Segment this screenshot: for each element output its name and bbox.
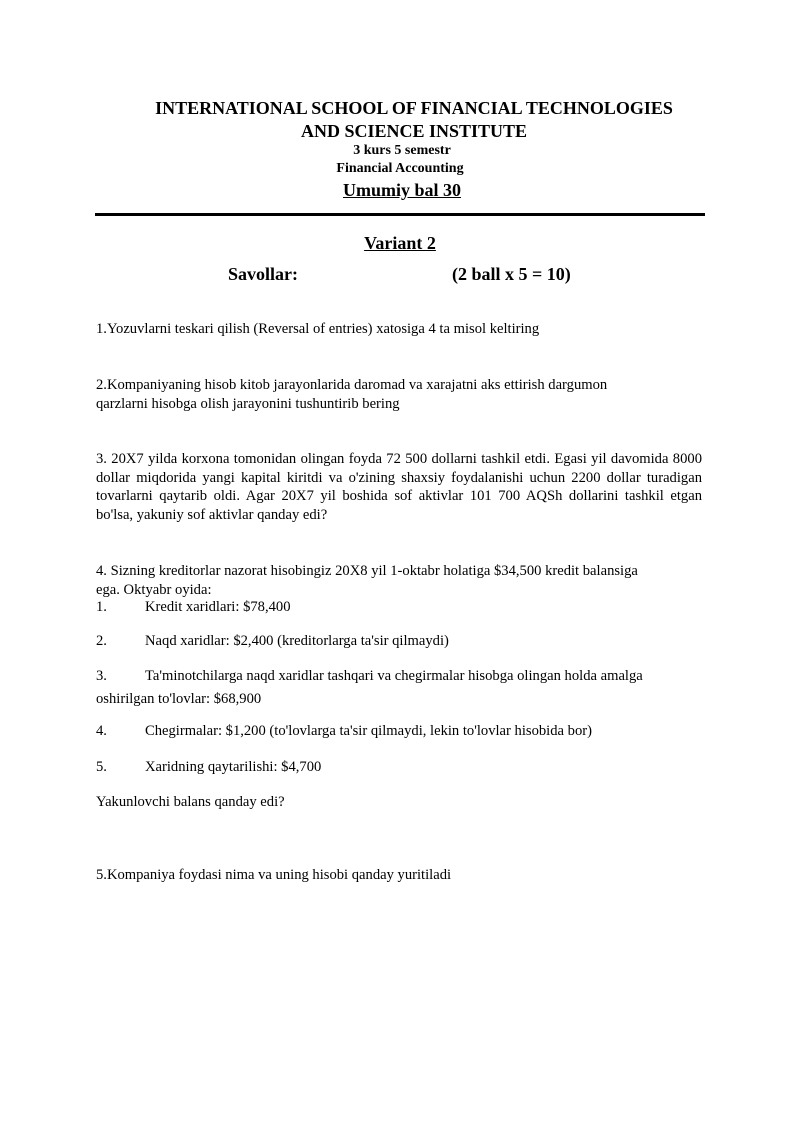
list-item-text: Kredit xaridlari: $78,400	[145, 599, 291, 615]
question-4-closing: Yakunlovchi balans qanday edi?	[96, 794, 285, 810]
questions-label: Savollar:	[228, 264, 298, 284]
list-item-text: Xaridning qaytarilishi: $4,700	[145, 759, 322, 775]
variant-title: Variant 2	[364, 233, 436, 253]
question-4-line2: ega. Oktyabr oyida:	[96, 582, 212, 598]
course-info: 3 kurs 5 semestr	[353, 143, 451, 158]
question-4-line1: 4. Sizning kreditorlar nazorat hisobingiz 20X8 yil 1-oktabr holatiga $34,500 kredit balansiga	[96, 563, 638, 579]
question-1: 1.Yozuvlarni teskari qilish (Reversal of entries) xatosiga 4 ta misol keltiring	[96, 321, 540, 337]
question-2-line2: qarzlarni hisobga olish jarayonini tushuntirib bering	[96, 396, 400, 412]
scoring-rule: (2 ball x 5 = 10)	[452, 264, 571, 284]
total-score: Umumiy bal 30	[342, 180, 461, 200]
list-item-continuation: oshirilgan to'lovlar: $68,900	[96, 691, 262, 707]
list-item-number: 5.	[96, 759, 107, 775]
header-divider	[95, 213, 705, 216]
school-name-line1: INTERNATIONAL SCHOOL OF FINANCIAL TECHNOLOGIES	[155, 98, 673, 118]
list-item-text: Ta'minotchilarga naqd xaridlar tashqari va chegirmalar hisobga olingan holda amalga	[145, 668, 643, 684]
question-2-line1: 2.Kompaniyaning hisob kitob jarayonlarida daromad va xarajatni aks ettirish dargumon	[96, 377, 608, 393]
question-3: 3. 20X7 yilda korxona tomonidan olingan foyda 72 500 dollarni tashkil etdi. Egasi yil davomida 8000 dollar miqdorida yangi kapital kiritdi va o'zining shaxsiy foydalanishi uchun 2200 dollar turadigan tovarlarni qaytarib oldi. Agar 20X7 yil boshida sof aktivlar 101 700 AQSh dollarini tashkil etgan bo'lsa, yakuniy sof aktivlar qanday edi?	[96, 451, 702, 523]
school-name-line2: AND SCIENCE INSTITUTE	[300, 121, 528, 141]
list-item-number: 1.	[96, 599, 107, 615]
list-item-text: Naqd xaridlar: $2,400 (kreditorlarga ta'sir qilmaydi)	[145, 633, 449, 649]
list-item-text: Chegirmalar: $1,200 (to'lovlarga ta'sir qilmaydi, lekin to'lovlar hisobida bor)	[145, 723, 592, 739]
question-5: 5.Kompaniya foydasi nima va uning hisobi qanday yuritiladi	[96, 867, 452, 883]
list-item-number: 3.	[96, 668, 107, 684]
list-item-number: 4.	[96, 723, 107, 739]
subject-title: Financial Accounting	[336, 161, 464, 176]
list-item-number: 2.	[96, 633, 107, 649]
